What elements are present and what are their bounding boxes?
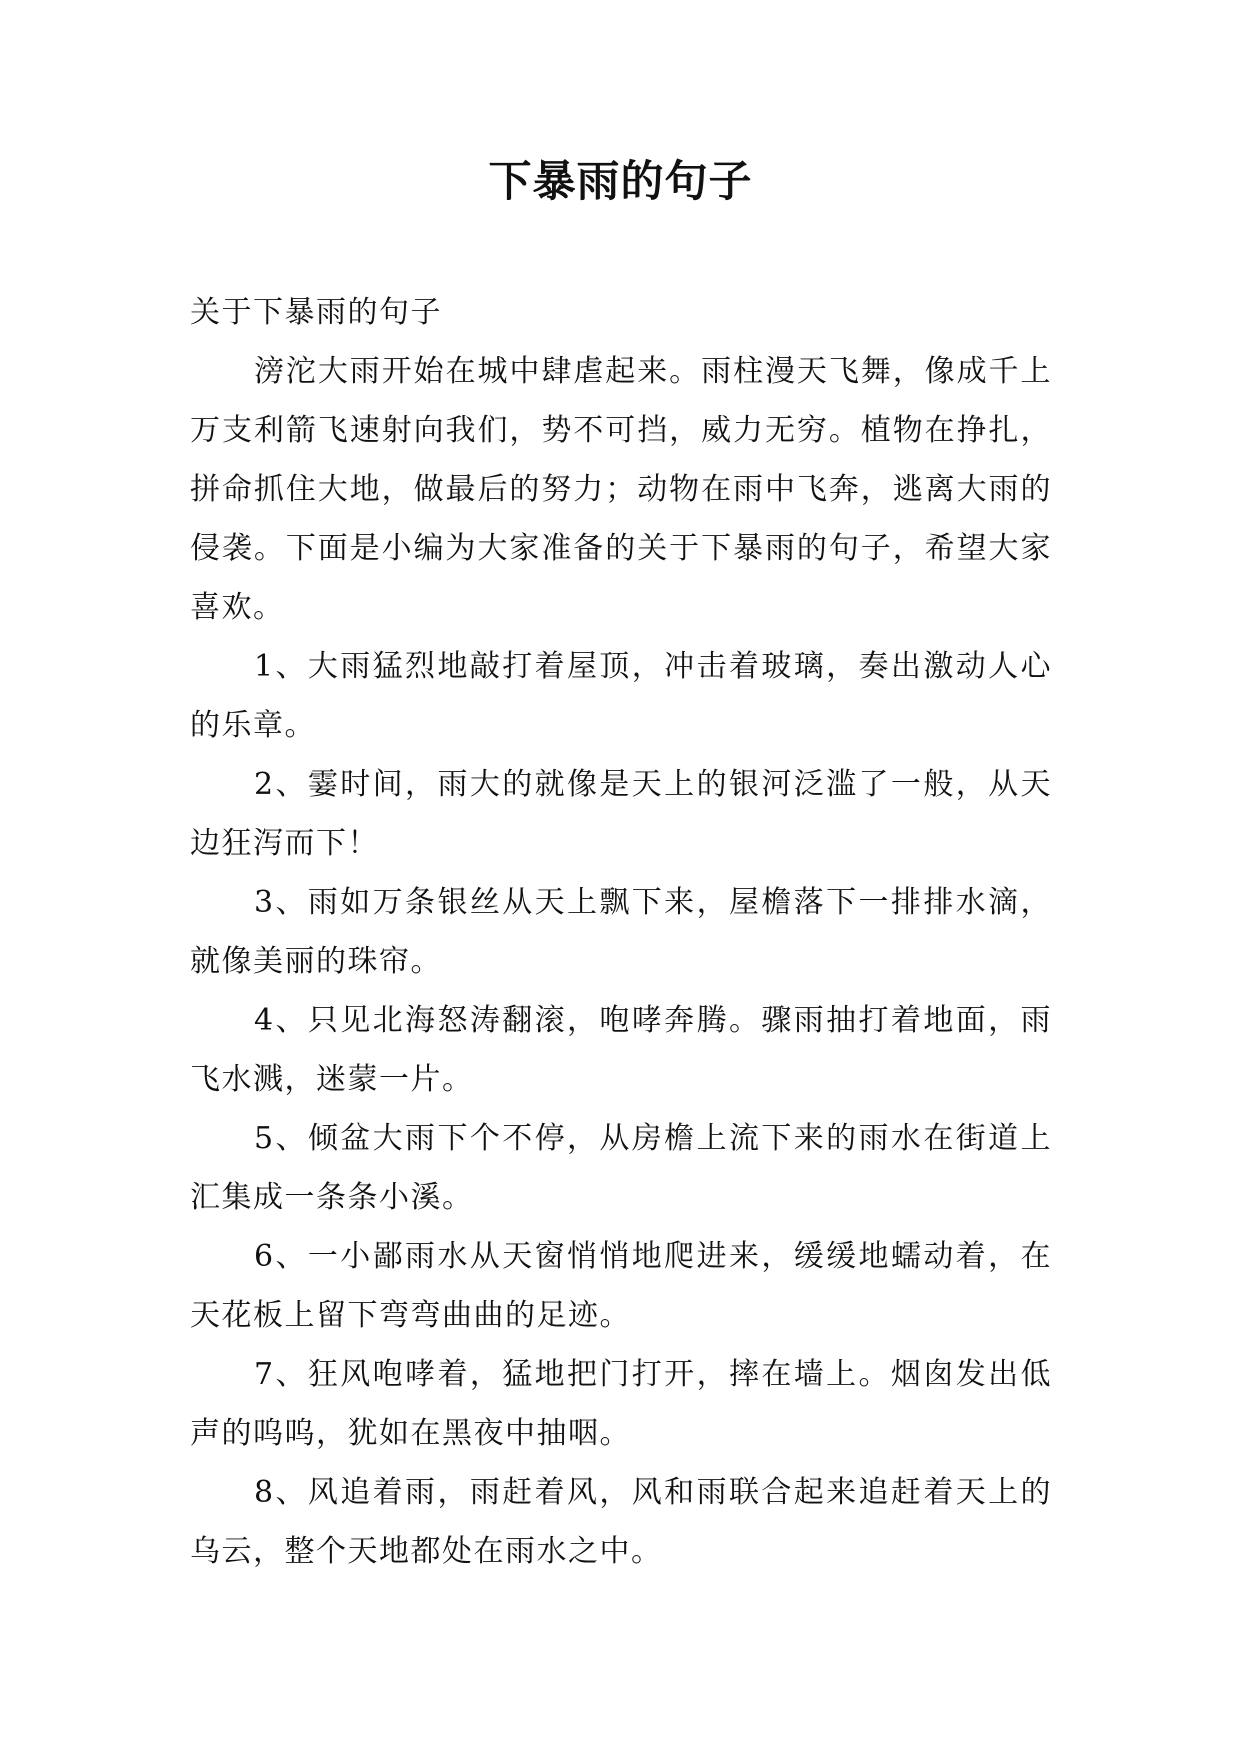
sentence-item-1: 1、大雨猛烈地敲打着屋顶，冲击着玻璃，奏出激动人心的乐章。 <box>190 649 1052 743</box>
sentence-item-7: 7、狂风咆哮着，猛地把门打开，摔在墙上。烟囱发出低声的呜呜，犹如在黑夜中抽咽。 <box>190 1357 1052 1451</box>
document-subtitle: 关于下暴雨的句子 <box>190 295 442 330</box>
sentence-item-5: 5、倾盆大雨下个不停，从房檐上流下来的雨水在街道上汇集成一条条小溪。 <box>190 1121 1052 1215</box>
sentence-item-2: 2、霎时间，雨大的就像是天上的银河泛滥了一般，从天边狂泻而下！ <box>190 767 1052 861</box>
intro-paragraph: 滂沱大雨开始在城中肆虐起来。雨柱漫天飞舞，像成千上万支利箭飞速射向我们，势不可挡，威力无穷。植物在挣扎，拼命抓住大地，做最后的努力；动物在雨中飞奔，逃离大雨的侵袭。下面是小编为大家准备的关于下暴雨的句子，希望大家喜欢。 <box>190 354 1052 625</box>
sentence-item-3: 3、雨如万条银丝从天上飘下来，屋檐落下一排排水滴，就像美丽的珠帘。 <box>190 885 1052 979</box>
sentence-item-8: 8、风追着雨，雨赶着风，风和雨联合起来追赶着天上的乌云，整个天地都处在雨水之中。 <box>190 1475 1052 1569</box>
document-title: 下暴雨的句子 <box>488 157 753 207</box>
sentence-item-4: 4、只见北海怒涛翻滚，咆哮奔腾。骤雨抽打着地面，雨飞水溅，迷蒙一片。 <box>190 1003 1052 1097</box>
sentence-item-6: 6、一小鄙雨水从天窗悄悄地爬进来，缓缓地蠕动着，在天花板上留下弯弯曲曲的足迹。 <box>190 1239 1052 1333</box>
document-body <box>190 283 1052 1581</box>
